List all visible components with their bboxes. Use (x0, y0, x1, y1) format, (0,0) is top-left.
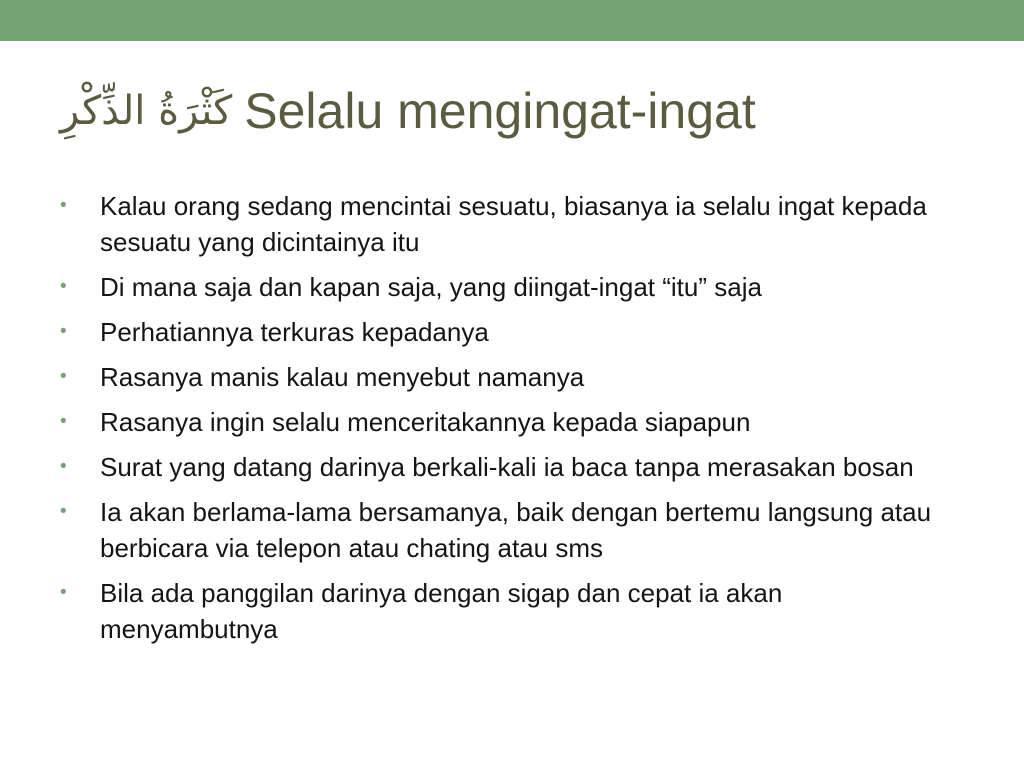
bullet-icon: • (60, 582, 67, 603)
bullet-text: Rasanya ingin selalu menceritakannya kepada siapapun (100, 407, 751, 437)
bullet-item (60, 269, 960, 305)
bullet-text: Kalau orang sedang mencintai sesuatu, biasanya ia selalu ingat kepada sesuatu yang dicintainya itu (100, 191, 927, 257)
bullet-item (60, 314, 960, 350)
bullet-item (60, 188, 960, 260)
title-text: Selalu mengingat-ingat (244, 83, 756, 139)
bullet-icon: • (60, 501, 67, 522)
bullet-item (60, 449, 960, 485)
bullet-text: Di mana saja dan kapan saja, yang diingat-ingat “itu” saja (100, 272, 762, 302)
header-bar (0, 0, 1024, 41)
bullet-text: Bila ada panggilan darinya dengan sigap dan cepat ia akan menyambutnya (100, 578, 783, 644)
bullet-item (60, 404, 960, 440)
bullet-list (60, 188, 960, 656)
bullet-icon: • (60, 276, 67, 297)
bullet-item (60, 575, 960, 647)
bullet-text: Perhatiannya terkuras kepadanya (100, 317, 489, 347)
bullet-text: Rasanya manis kalau menyebut namanya (100, 362, 585, 392)
bullet-item (60, 359, 960, 395)
bullet-icon: • (60, 366, 67, 387)
bullet-icon: • (60, 321, 67, 342)
slide-title (60, 78, 980, 144)
title-arabic: كَثْرَةُ الذِّكْرِ (60, 88, 233, 134)
bullet-text: Surat yang datang darinya berkali-kali ia baca tanpa merasakan bosan (100, 452, 914, 482)
bullet-icon: • (60, 456, 67, 477)
bullet-item (60, 494, 960, 566)
bullet-icon: • (60, 411, 67, 432)
bullet-icon: • (60, 195, 67, 216)
bullet-text: Ia akan berlama-lama bersamanya, baik dengan bertemu langsung atau berbicara via telepon atau chating atau sms (100, 497, 932, 563)
